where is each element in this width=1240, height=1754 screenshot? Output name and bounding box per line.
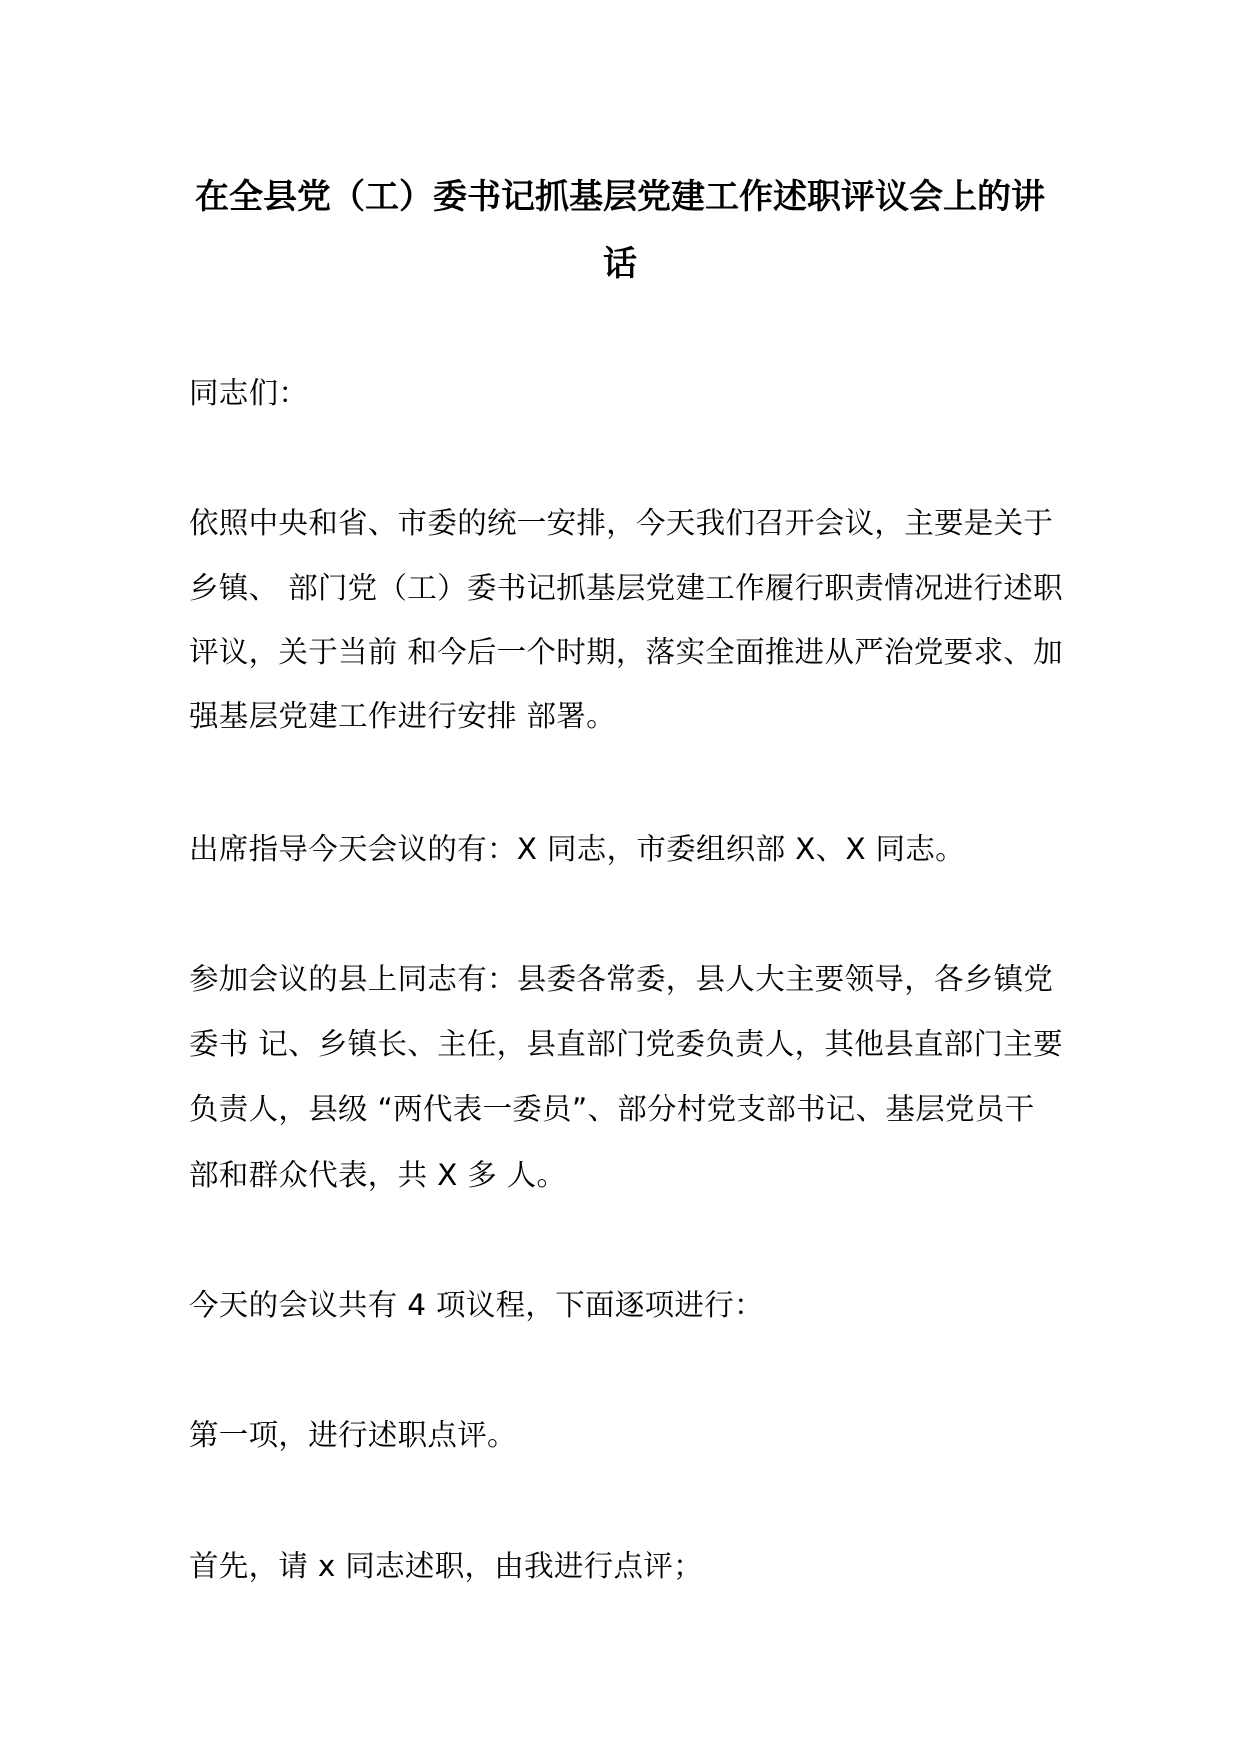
paragraph-3-line: 参加会议的县上同志有：县委各常委，县人大主要领导，各乡镇党 bbox=[189, 962, 1054, 996]
salutation: 同志们： bbox=[189, 376, 309, 410]
paragraph-3-line: 负责人，县级 “两代表一委员”、部分村党支部书记、基层党员干 bbox=[189, 1092, 1035, 1126]
paragraph-2-line: 出席指导今天会议的有：X 同志，市委组织部 X、X 同志。 bbox=[189, 832, 965, 866]
paragraph-1-line: 评议，关于当前 和今后一个时期，落实全面推进从严治党要求、加 bbox=[189, 635, 1063, 669]
paragraph-1-line: 依照中央和省、市委的统一安排，今天我们召开会议，主要是关于 bbox=[189, 506, 1054, 540]
paragraph-3-line: 委书 记、乡镇长、主任，县直部门党委负责人，其他县直部门主要 bbox=[189, 1027, 1063, 1061]
document-title-line-1: 在全县党（工）委书记抓基层党建工作述职评议会上的讲 bbox=[195, 177, 1045, 217]
paragraph-3-line: 部和群众代表，共 X 多 人。 bbox=[189, 1158, 567, 1192]
paragraph-6-line: 首先，请 x 同志述职，由我进行点评； bbox=[189, 1549, 703, 1583]
paragraph-1-line: 乡镇、 部门党（工）委书记抓基层党建工作履行职责情况进行述职 bbox=[189, 571, 1063, 605]
paragraph-5-line: 第一项，进行述职点评。 bbox=[189, 1418, 517, 1452]
paragraph-1-line: 强基层党建工作进行安排 部署。 bbox=[189, 699, 616, 733]
document-title-line-2: 话 bbox=[603, 244, 637, 284]
paragraph-4-line: 今天的会议共有 4 项议程，下面逐项进行： bbox=[189, 1288, 764, 1322]
